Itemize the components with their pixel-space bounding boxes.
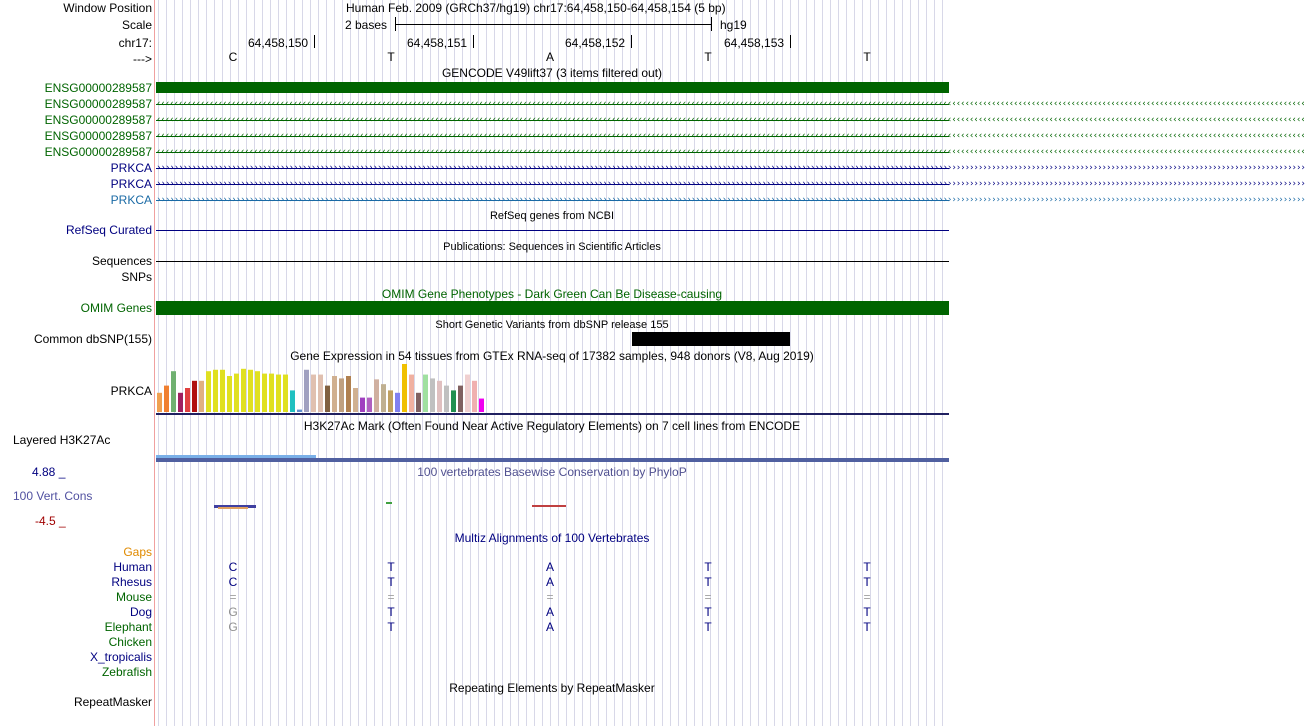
scale-bar bbox=[395, 24, 711, 25]
gtex-tissue-bar[interactable] bbox=[325, 386, 330, 412]
gencode-gene-label[interactable]: ENSG00000289587 bbox=[44, 81, 152, 95]
alignment-base: T bbox=[863, 620, 871, 634]
alignment-base: A bbox=[545, 560, 554, 574]
gencode-gene-label[interactable]: PRKCA bbox=[110, 177, 152, 191]
gtex-tissue-bar[interactable] bbox=[290, 390, 295, 412]
gencode-intron-arrows[interactable]: ›››››››››››››››››››››››››››››››››››››››››››››››››››››››››››››››››››››››››››››››››››››››››››››››››››››››››››››››››››››››››››››››››››››››››››››››››››››››››››››››››››››››››››››››››››››››››››››››››››››››››››››››››››››››››››››››››››››››››››››››››››››››››››››››››››› bbox=[156, 195, 1305, 205]
base-letter: C bbox=[228, 50, 238, 64]
gtex-tissue-bar[interactable] bbox=[192, 381, 197, 412]
gtex-tissue-bar[interactable] bbox=[241, 369, 246, 412]
gtex-tissue-bar[interactable] bbox=[199, 381, 204, 412]
species-label[interactable]: Chicken bbox=[108, 635, 152, 649]
position-tick bbox=[314, 35, 315, 48]
alignment-base: T bbox=[704, 560, 712, 574]
refseq-track-label[interactable]: RefSeq Curated bbox=[65, 223, 152, 237]
gencode-intron-arrows[interactable]: ‹‹‹‹‹‹‹‹‹‹‹‹‹‹‹‹‹‹‹‹‹‹‹‹‹‹‹‹‹‹‹‹‹‹‹‹‹‹‹‹‹‹‹‹‹‹‹‹‹‹‹‹‹‹‹‹‹‹‹‹‹‹‹‹‹‹‹‹‹‹‹‹‹‹‹‹‹‹‹‹‹‹‹‹‹‹‹‹‹‹‹‹‹‹‹‹‹‹‹‹‹‹‹‹‹‹‹‹‹‹‹‹‹‹‹‹‹‹‹‹‹‹‹‹‹‹‹‹‹‹‹‹‹‹‹‹‹‹‹‹‹‹‹‹‹‹‹‹‹‹‹‹‹‹‹‹‹‹‹‹‹‹‹‹‹‹‹‹‹‹‹‹‹‹‹‹‹‹‹‹‹‹‹‹‹‹‹‹‹‹‹‹‹‹‹‹‹‹‹‹‹‹‹‹‹‹‹‹‹‹‹‹‹‹‹‹‹‹‹‹‹‹‹‹‹‹‹‹‹‹‹‹‹‹‹‹‹‹‹‹‹‹‹‹‹‹‹‹‹‹‹‹‹‹‹‹‹‹‹‹ bbox=[156, 99, 1305, 109]
gencode-track-title[interactable]: GENCODE V49lift37 (3 items filtered out) bbox=[441, 66, 663, 80]
gtex-tissue-bar[interactable] bbox=[465, 375, 470, 412]
gtex-tissue-bar[interactable] bbox=[164, 386, 169, 412]
gtex-tissue-bar[interactable] bbox=[227, 376, 232, 412]
alignment-base: T bbox=[387, 575, 395, 589]
alignment-base: = bbox=[229, 590, 237, 604]
h3k27ac-track-label[interactable]: Layered H3K27Ac bbox=[13, 433, 111, 447]
alignment-base: T bbox=[387, 620, 395, 634]
gaps-label[interactable]: Gaps bbox=[123, 545, 152, 559]
alignment-base: T bbox=[863, 560, 871, 574]
repeatmasker-track-label[interactable]: RepeatMasker bbox=[73, 695, 152, 709]
gencode-intron-arrows[interactable]: ‹‹‹‹‹‹‹‹‹‹‹‹‹‹‹‹‹‹‹‹‹‹‹‹‹‹‹‹‹‹‹‹‹‹‹‹‹‹‹‹‹‹‹‹‹‹‹‹‹‹‹‹‹‹‹‹‹‹‹‹‹‹‹‹‹‹‹‹‹‹‹‹‹‹‹‹‹‹‹‹‹‹‹‹‹‹‹‹‹‹‹‹‹‹‹‹‹‹‹‹‹‹‹‹‹‹‹‹‹‹‹‹‹‹‹‹‹‹‹‹‹‹‹‹‹‹‹‹‹‹‹‹‹‹‹‹‹‹‹‹‹‹‹‹‹‹‹‹‹‹‹‹‹‹‹‹‹‹‹‹‹‹‹‹‹‹‹‹‹‹‹‹‹‹‹‹‹‹‹‹‹‹‹‹‹‹‹‹‹‹‹‹‹‹‹‹‹‹‹‹‹‹‹‹‹‹‹‹‹‹‹‹‹‹‹‹‹‹‹‹‹‹‹‹‹‹‹‹‹‹‹‹‹‹‹‹‹‹‹‹‹‹‹‹‹‹‹‹‹‹‹‹‹‹‹‹‹‹‹‹ bbox=[156, 131, 1305, 141]
gtex-tissue-bar[interactable] bbox=[353, 388, 358, 412]
gtex-tissue-bar[interactable] bbox=[185, 388, 190, 412]
refseq-gene-line[interactable] bbox=[156, 230, 949, 231]
gtex-tissue-bar[interactable] bbox=[248, 370, 253, 412]
publications-track-title[interactable]: Publications: Sequences in Scientific Articles bbox=[443, 241, 661, 253]
alignment-base: C bbox=[228, 575, 238, 589]
position-tick-label: 64,458,152 bbox=[565, 36, 626, 50]
gtex-tissue-bar[interactable] bbox=[437, 381, 442, 412]
gtex-tissue-bar[interactable] bbox=[346, 376, 351, 412]
alignment-base: T bbox=[387, 560, 395, 574]
gtex-tissue-bar[interactable] bbox=[409, 375, 414, 412]
alignment-base: = bbox=[387, 590, 395, 604]
dbsnp-track-label[interactable]: Common dbSNP(155) bbox=[33, 332, 152, 346]
position-tick-label: 64,458,151 bbox=[407, 36, 468, 50]
gtex-tissue-bar[interactable] bbox=[423, 375, 428, 412]
base-letter: T bbox=[704, 50, 712, 64]
gtex-tissue-bar[interactable] bbox=[220, 370, 225, 412]
position-tick-label: 64,458,153 bbox=[724, 36, 785, 50]
gencode-gene-label[interactable]: PRKCA bbox=[110, 193, 152, 207]
gtex-tissue-bar[interactable] bbox=[451, 390, 456, 412]
multiz-track-title[interactable]: Multiz Alignments of 100 Vertebrates bbox=[454, 531, 650, 545]
cons-min-label: -4.5 _ bbox=[35, 514, 66, 528]
gencode-gene-label[interactable]: ENSG00000289587 bbox=[44, 145, 152, 159]
gtex-track-title[interactable]: Gene Expression in 54 tissues from GTEx RNA-seq of 17382 samples, 948 donors (V8, Aug 2019) bbox=[290, 349, 814, 363]
cons-peak-2[interactable] bbox=[386, 502, 392, 504]
alignment-base: = bbox=[704, 590, 712, 604]
gtex-tissue-bar[interactable] bbox=[430, 378, 435, 412]
gtex-tissue-bar[interactable] bbox=[276, 375, 281, 412]
gtex-tissue-bar[interactable] bbox=[304, 370, 309, 412]
base-letter: T bbox=[387, 50, 395, 64]
gtex-tissue-bar[interactable] bbox=[262, 374, 267, 412]
species-label[interactable]: Rhesus bbox=[111, 575, 152, 589]
gtex-tissue-bar[interactable] bbox=[178, 393, 183, 412]
position-tick bbox=[631, 35, 632, 48]
gtex-tissue-bar[interactable] bbox=[206, 371, 211, 412]
gencode-gene-label[interactable]: ENSG00000289587 bbox=[44, 97, 152, 111]
h3k27ac-signal[interactable] bbox=[156, 458, 949, 462]
alignment-base: G bbox=[228, 620, 238, 634]
gencode-intron-arrows[interactable]: ›››››››››››››››››››››››››››››››››››››››››››››››››››››››››››››››››››››››››››››››››››››››››››››››››››››››››››››››››››››››››››››››››››››››››››››››››››››››››››››››››››››››››››››››››››››››››››››››››››››››››››››››››››››››››››››››››››››››››››››››››››››››››››››››››››› bbox=[156, 163, 1305, 173]
refseq-track-title[interactable]: RefSeq genes from NCBI bbox=[489, 210, 615, 222]
gtex-tissue-bar[interactable] bbox=[444, 386, 449, 412]
position-tick bbox=[473, 35, 474, 48]
gtex-tissue-bar[interactable] bbox=[255, 371, 260, 412]
scale-assembly: hg19 bbox=[720, 18, 747, 32]
gtex-tissue-bar[interactable] bbox=[157, 393, 162, 412]
h3k27ac-track-title[interactable]: H3K27Ac Mark (Often Found Near Active Regulatory Elements) on 7 cell lines from ENCODE bbox=[303, 419, 801, 433]
omim-gene-bar[interactable] bbox=[156, 301, 949, 315]
gtex-tissue-bar[interactable] bbox=[388, 390, 393, 412]
alignment-base: T bbox=[863, 575, 871, 589]
gtex-tissue-bar[interactable] bbox=[472, 381, 477, 412]
alignment-base: T bbox=[704, 575, 712, 589]
position-tick-label: 64,458,150 bbox=[248, 36, 309, 50]
gtex-tissue-bar[interactable] bbox=[479, 399, 484, 412]
gtex-tissue-bar[interactable] bbox=[416, 393, 421, 412]
alignment-base: A bbox=[545, 605, 554, 619]
gtex-tissue-bar[interactable] bbox=[339, 378, 344, 412]
strand-label: ---> bbox=[133, 52, 152, 66]
publications-track-label[interactable]: Sequences bbox=[91, 254, 152, 268]
repeatmasker-track-title[interactable]: Repeating Elements by RepeatMasker bbox=[449, 681, 655, 695]
gtex-tissue-bar[interactable] bbox=[318, 375, 323, 412]
omim-track-title[interactable]: OMIM Gene Phenotypes - Dark Green Can Be Disease-causing bbox=[381, 287, 723, 301]
chrom-label: chr17: bbox=[118, 36, 152, 50]
species-label[interactable]: Mouse bbox=[115, 590, 152, 604]
gtex-tissue-bar[interactable] bbox=[213, 370, 218, 412]
alignment-base: = bbox=[863, 590, 871, 604]
gtex-tissue-bar[interactable] bbox=[269, 374, 274, 412]
gtex-tissue-bar[interactable] bbox=[297, 410, 302, 412]
dbsnp-track-title[interactable]: Short Genetic Variants from dbSNP release 155 bbox=[435, 319, 669, 331]
alignment-base: T bbox=[863, 605, 871, 619]
alignment-base: G bbox=[228, 605, 238, 619]
gtex-tissue-bar[interactable] bbox=[367, 398, 372, 412]
omim-track-label[interactable]: OMIM Genes bbox=[80, 301, 152, 315]
base-letter: A bbox=[545, 50, 554, 64]
alignment-base: A bbox=[545, 575, 554, 589]
window-position-label: Window Position bbox=[63, 1, 152, 15]
species-label[interactable]: Human bbox=[113, 560, 152, 574]
publications-line[interactable] bbox=[156, 261, 949, 262]
cons-track-title[interactable]: 100 vertebrates Basewise Conservation by PhyloP bbox=[417, 465, 687, 479]
gencode-intron-arrows[interactable]: ‹‹‹‹‹‹‹‹‹‹‹‹‹‹‹‹‹‹‹‹‹‹‹‹‹‹‹‹‹‹‹‹‹‹‹‹‹‹‹‹‹‹‹‹‹‹‹‹‹‹‹‹‹‹‹‹‹‹‹‹‹‹‹‹‹‹‹‹‹‹‹‹‹‹‹‹‹‹‹‹‹‹‹‹‹‹‹‹‹‹‹‹‹‹‹‹‹‹‹‹‹‹‹‹‹‹‹‹‹‹‹‹‹‹‹‹‹‹‹‹‹‹‹‹‹‹‹‹‹‹‹‹‹‹‹‹‹‹‹‹‹‹‹‹‹‹‹‹‹‹‹‹‹‹‹‹‹‹‹‹‹‹‹‹‹‹‹‹‹‹‹‹‹‹‹‹‹‹‹‹‹‹‹‹‹‹‹‹‹‹‹‹‹‹‹‹‹‹‹‹‹‹‹‹‹‹‹‹‹‹‹‹‹‹‹‹‹‹‹‹‹‹‹‹‹‹‹‹‹‹‹‹‹‹‹‹‹‹‹‹‹‹‹‹‹‹‹‹‹‹‹‹‹‹‹‹‹‹‹‹ bbox=[156, 115, 1305, 125]
alignment-base: T bbox=[387, 605, 395, 619]
alignment-base: C bbox=[228, 560, 238, 574]
alignment-base: A bbox=[545, 620, 554, 634]
gtex-baseline bbox=[156, 413, 949, 415]
gencode-exon-block[interactable] bbox=[156, 82, 949, 93]
scale-label: Scale bbox=[121, 18, 152, 32]
snps-track-label[interactable]: SNPs bbox=[121, 270, 152, 284]
alignment-base: T bbox=[704, 605, 712, 619]
position-tick bbox=[790, 35, 791, 48]
gtex-tissue-bar[interactable] bbox=[311, 375, 316, 412]
species-label[interactable]: Dog bbox=[129, 605, 152, 619]
gencode-gene-label[interactable]: PRKCA bbox=[110, 161, 152, 175]
cons-max-label: 4.88 _ bbox=[32, 465, 66, 479]
cons-track-label[interactable]: 100 Vert. Cons bbox=[13, 489, 93, 503]
species-label[interactable]: Elephant bbox=[104, 620, 152, 634]
gtex-tissue-bar[interactable] bbox=[283, 375, 288, 412]
alignment-base: = bbox=[546, 590, 554, 604]
gtex-tissue-bar[interactable] bbox=[402, 364, 407, 412]
gtex-tissue-bar[interactable] bbox=[458, 386, 463, 412]
alignment-base: T bbox=[704, 620, 712, 634]
gtex-tissue-bar[interactable] bbox=[395, 393, 400, 412]
species-label[interactable]: X_tropicalis bbox=[89, 650, 152, 664]
scale-value: 2 bases bbox=[345, 18, 388, 32]
gtex-tissue-bar[interactable] bbox=[234, 374, 239, 412]
base-letter: T bbox=[863, 50, 871, 64]
gencode-gene-label[interactable]: ENSG00000289587 bbox=[44, 129, 152, 143]
gtex-tissue-bar[interactable] bbox=[171, 371, 176, 412]
gtex-track-label[interactable]: PRKCA bbox=[110, 384, 152, 398]
cons-peak-3[interactable] bbox=[532, 505, 566, 507]
gtex-bar-chart[interactable] bbox=[156, 362, 949, 416]
gtex-tissue-bar[interactable] bbox=[332, 376, 337, 412]
gencode-gene-label[interactable]: ENSG00000289587 bbox=[44, 113, 152, 127]
window-position-value: Human Feb. 2009 (GRCh37/hg19) chr17:64,458,150-64,458,154 (5 bp) bbox=[346, 1, 726, 15]
gencode-intron-arrows[interactable]: ‹‹‹‹‹‹‹‹‹‹‹‹‹‹‹‹‹‹‹‹‹‹‹‹‹‹‹‹‹‹‹‹‹‹‹‹‹‹‹‹‹‹‹‹‹‹‹‹‹‹‹‹‹‹‹‹‹‹‹‹‹‹‹‹‹‹‹‹‹‹‹‹‹‹‹‹‹‹‹‹‹‹‹‹‹‹‹‹‹‹‹‹‹‹‹‹‹‹‹‹‹‹‹‹‹‹‹‹‹‹‹‹‹‹‹‹‹‹‹‹‹‹‹‹‹‹‹‹‹‹‹‹‹‹‹‹‹‹‹‹‹‹‹‹‹‹‹‹‹‹‹‹‹‹‹‹‹‹‹‹‹‹‹‹‹‹‹‹‹‹‹‹‹‹‹‹‹‹‹‹‹‹‹‹‹‹‹‹‹‹‹‹‹‹‹‹‹‹‹‹‹‹‹‹‹‹‹‹‹‹‹‹‹‹‹‹‹‹‹‹‹‹‹‹‹‹‹‹‹‹‹‹‹‹‹‹‹‹‹‹‹‹‹‹‹‹‹‹‹‹‹‹‹‹‹‹‹‹‹‹ bbox=[156, 147, 1305, 157]
species-label[interactable]: Zebrafish bbox=[101, 665, 152, 679]
gtex-tissue-bar[interactable] bbox=[374, 379, 379, 412]
dbsnp-variant[interactable] bbox=[632, 332, 790, 346]
gencode-intron-arrows[interactable]: ›››››››››››››››››››››››››››››››››››››››››››››››››››››››››››››››››››››››››››››››››››››››››››››››››››››››››››››››››››››››››››››››››››››››››››››››››››››››››››››››››››››››››››››››››››››››››››››››››››››››››››››››››››››››››››››››››››››››››››››››››››››››››››››››››››› bbox=[156, 179, 1305, 189]
label-divider bbox=[154, 0, 155, 726]
gtex-tissue-bar[interactable] bbox=[360, 398, 365, 412]
gtex-tissue-bar[interactable] bbox=[381, 384, 386, 412]
